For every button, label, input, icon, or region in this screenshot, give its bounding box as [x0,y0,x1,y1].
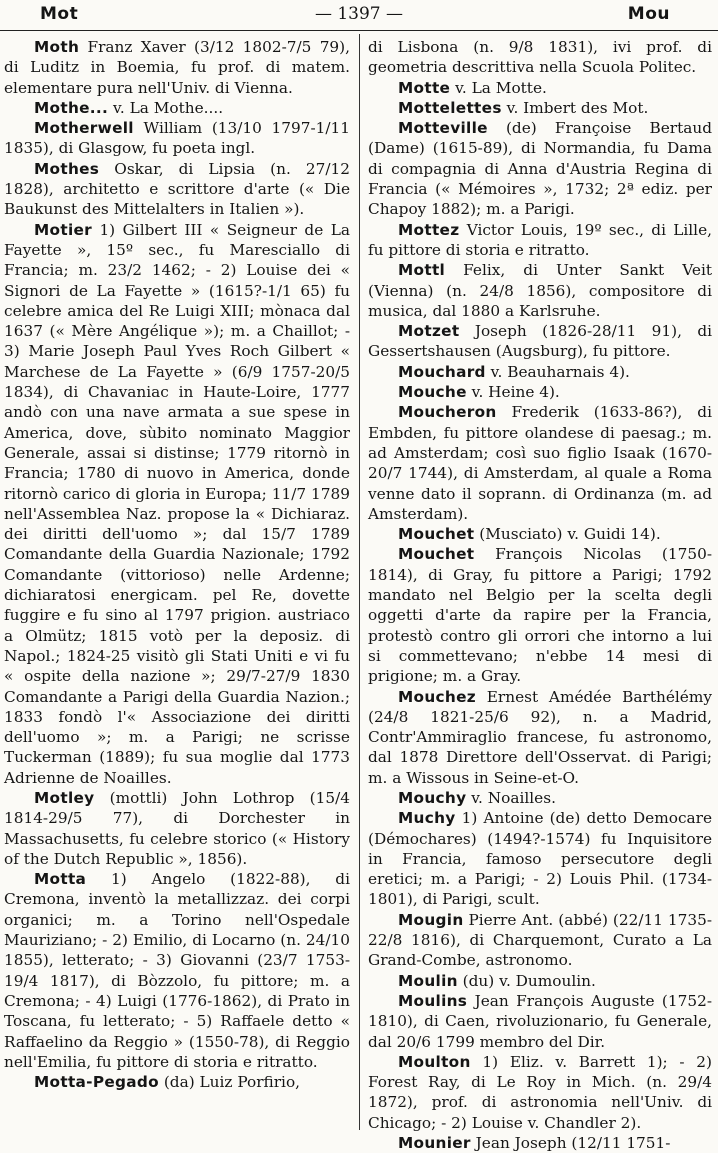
entry-headword: Motherwell [34,119,134,138]
entry-text: William (13/10 1797-1/11 1835), di Glasgow, fu poeta ingl. [4,119,350,158]
dictionary-entry [368,220,712,261]
entry-text: v. La Mothe.... [108,98,224,117]
header-left-guide-word: Mot [40,4,79,24]
dictionary-entry [4,37,350,98]
dictionary-entry [4,159,350,220]
dictionary-entry [368,362,712,382]
entry-text: v. La Motte. [450,78,547,97]
dictionary-entry [368,971,712,991]
entry-text: 1) Angelo (1822-88), di Cremona, inventò la metallizzaz. dei corpi organici; m. a Torino nell'Ospedale Mauriziano; - 2) Emilio, di Locarno (n. 24/10 1855), letterato; - 3) Giovanni (23/7 1753-19/4 1817), di Bòzzolo, fu pittore; m. a Cremona; - 4) Luigi (1776-1862), di Prato in Toscana, fu letterato; - 5) Raffaele detto « Raffaelino da Reggio » (1550-78), di Reggio nell'Emilia, fu pittore di storia e ritratto. [4,870,350,1071]
dictionary-entry [368,321,712,362]
entry-headword: Moth [34,38,80,56]
dictionary-entry [368,687,712,788]
entry-headword: Mouchet [398,545,475,564]
entry-text: Felix, di Unter Sankt Veit (Vienna) (n. 24/8 1856), compositore di musica, dal 1880 a Karlsruhe. [368,261,712,320]
dictionary-entry [368,1133,712,1153]
page-header [0,0,718,31]
header-right-guide-word: Mou [627,4,670,24]
dictionary-entry [368,260,712,321]
dictionary-entry [368,524,712,544]
entry-headword: Mounier [398,1134,471,1153]
dictionary-entry [4,869,350,1072]
page-number: — 1397 — [314,4,404,24]
entry-text: 1) Eliz. v. Barrett 1); - 2) Forest Ray, di Le Roy in Mich. (n. 29/4 1872), prof. di astronomia nell'Univ. di Chicago; - 2) Louise v. Chandler 2). [368,1052,712,1132]
dictionary-entry [368,118,712,219]
entry-headword: Mottelettes [398,98,502,117]
dictionary-entry [368,788,712,808]
continued-entry: di Lisbona (n. 9/8 1831), ivi prof. di geometria descrittiva nella Scuola Politec. [368,38,712,77]
dictionary-entry [368,808,712,909]
entry-headword: Mottl [398,261,446,280]
entry-text: Jean Joseph (12/11 1751- [470,1134,671,1153]
entry-text: Franz Xaver (3/12 1802-7/5 79), di Luditz in Boemia, fu prof. di matem. elementare pura nell'Univ. di Vienna. [4,38,350,97]
entry-text: 1) Antoine (de) detto Democare (Démochares) (1494?-1574) fu Inquisitore in Francia, famoso persecutore degli eretici; m. a Parigi; - 2) Louis Phil. (1734-1801), di Parigi, scult. [368,809,712,909]
entry-headword: Motier [34,220,93,239]
entry-text: (da) Luiz Porfirio, [158,1073,301,1092]
dictionary-entry [368,910,712,971]
entry-headword: Mouchy [398,788,467,807]
dictionary-entry [368,78,712,98]
dictionary-entry [368,402,712,524]
entry-text: (mottli) John Lothrop (15/4 1814-29/5 77), di Dorchester in Massachusetts, fu celebre storico (« History of the Dutch Republic », 1856). [4,788,350,868]
entry-headword: Mottez [398,220,460,239]
entry-headword: Moulin [398,971,458,990]
dictionary-entry [368,382,712,402]
entry-headword: Muchy [398,809,456,828]
entry-text: v. Imbert des Mot. [501,98,649,117]
entry-text: Pierre Ant. (abbé) (22/11 1735-22/8 1816), di Charquemont, Curato a La Grand-Combe, astronomo. [368,910,712,970]
entry-headword: Mothes [34,159,100,178]
entry-text: Frederik (1633-86?), di Embden, fu pittore olandese di paesag.; m. ad Amsterdam; così suo figlio Isaak (1670-20/7 1744), di Amsterdam, al quale a Roma venne dato il soprann. di Ordinanza (m. ad Amsterdam). [368,403,712,523]
entry-headword: Motzet [398,322,460,341]
entry-text: Oskar, di Lipsia (n. 27/12 1828), architetto e scrittore d'arte (« Die Baukunst des Mittelalters in Italien »). [4,159,350,219]
dictionary-entry [368,98,712,118]
entry-text: v. Beauharnais 4). [485,362,630,381]
dictionary-entry [368,544,712,686]
entry-text: v. Noailles. [466,788,556,807]
right-column [368,37,712,1153]
column-divider [359,34,360,1130]
entry-text: (Musciato) v. Guidi 14). [474,525,661,544]
dictionary-entry [4,118,350,159]
entry-headword: Moucheron [398,403,497,422]
entry-text: Jean François Auguste (1752-1810), di Caen, rivoluzionario, fu Generale, dal 20/6 1799 membro del Dir. [368,991,712,1051]
left-column [4,37,350,1127]
entry-text: Joseph (1826-28/11 91), di Gessertshausen (Augsburg), fu pittore. [368,322,712,361]
dictionary-entry [4,788,350,869]
entry-headword: Mouchez [398,687,476,706]
entry-text: Victor Louis, 19º sec., di Lille, fu pittore di storia e ritratto. [368,220,712,259]
entry-text: 1) Gilbert III « Seigneur de La Fayette », 15º sec., fu Maresciallo di Francia; m. 23/2 1462; - 2) Louise dei « Signori de La Fayette » (1615?-1/1 65) fu celebre amica del Re Luigi XIII; mònaca dal 1637 (« Mère Angélique »); m. a Chaillot; - 3) Marie Joseph Paul Yves Roch Gilbert « Marchese de La Fayette » (6/9 1757-20/5 1834), di Chavaniac in Haute-Loire, 1777 andò con una nave armata a sue spese in America, dove, sùbito nominato Maggior Generale, assai si distinse; 1779 ritornò in Francia; 1780 di nuovo in America, donde ritornò carico di gloria in Europa; 11/7 1789 nell'Assemblea Naz. propose la « Dichiaraz. dei diritti dell'uomo »; dal 15/7 1789 Comandante della Guardia Nazionale; 1792 Comandante (vittorioso) nelle Ardenne; dichiaratosi energicam. pel Re, dovette fuggire e fu sino al 1797 prigion. austriaco a Olmütz; 1815 votò per la deposiz. di Napol.; 1824-25 visitò gli Stati Uniti e vi fu « ospite della nazione »; 29/7-27/9 1830 Comandante a Parigi della Guardia Nazion.; 1833 fondò l'« Associazione dei diritti dell'uomo »; m. a Parigi; ne scrisse Tuckerman (1889); fu sua moglie dal 1773 Adrienne de Noailles. [4,220,350,787]
entry-text: Ernest Amédée Barthélémy (24/8 1821-25/6 92), n. a Madrid, Contr'Ammiraglio francese, fu astronomo, dal 1878 Direttore dell'Osservat. di Parigi; m. a Wissous in Seine-et-O. [368,687,712,787]
entry-headword: Mouchard [398,362,486,381]
entry-headword: Moulins [398,991,468,1010]
dictionary-entry [368,1052,712,1133]
entry-text: (du) v. Dumoulin. [457,971,596,990]
entry-headword: Mouche [398,383,467,402]
entry-text: (de) Françoise Bertaud (Dame) (1615-89), di Normandia, fu Dama di compagnia di Anna d'Austria Regina di Francia (« Mémoires », 1732; 2ª ediz. per Chapoy 1882); m. a Parigi. [368,119,712,219]
dictionary-entry [368,991,712,1052]
dictionary-entry [4,1072,350,1092]
dictionary-entry [4,98,350,118]
entry-headword: Motta [34,870,87,889]
entry-text: v. Heine 4). [466,383,560,402]
entry-headword: Motley [34,788,95,807]
entry-headword: Mouchet [398,525,475,544]
entry-headword: Motte [398,78,451,97]
entry-text: François Nicolas (1750-1814), di Gray, fu pittore a Parigi; 1792 mandato nel Belgio per la scelta degli oggetti d'arte da rapire per la Francia, protestò contro gli orrori che intorno a lui si commettevano; n'ebbe 14 mesi di prigione; m. a Gray. [368,545,712,686]
entry-headword: Motteville [398,119,488,138]
entry-headword: Motta-Pegado [34,1073,159,1092]
entry-headword: Moulton [398,1052,471,1071]
entry-headword: Mougin [398,910,464,929]
dictionary-entry [4,220,350,788]
entry-headword: Mothe... [34,98,109,117]
